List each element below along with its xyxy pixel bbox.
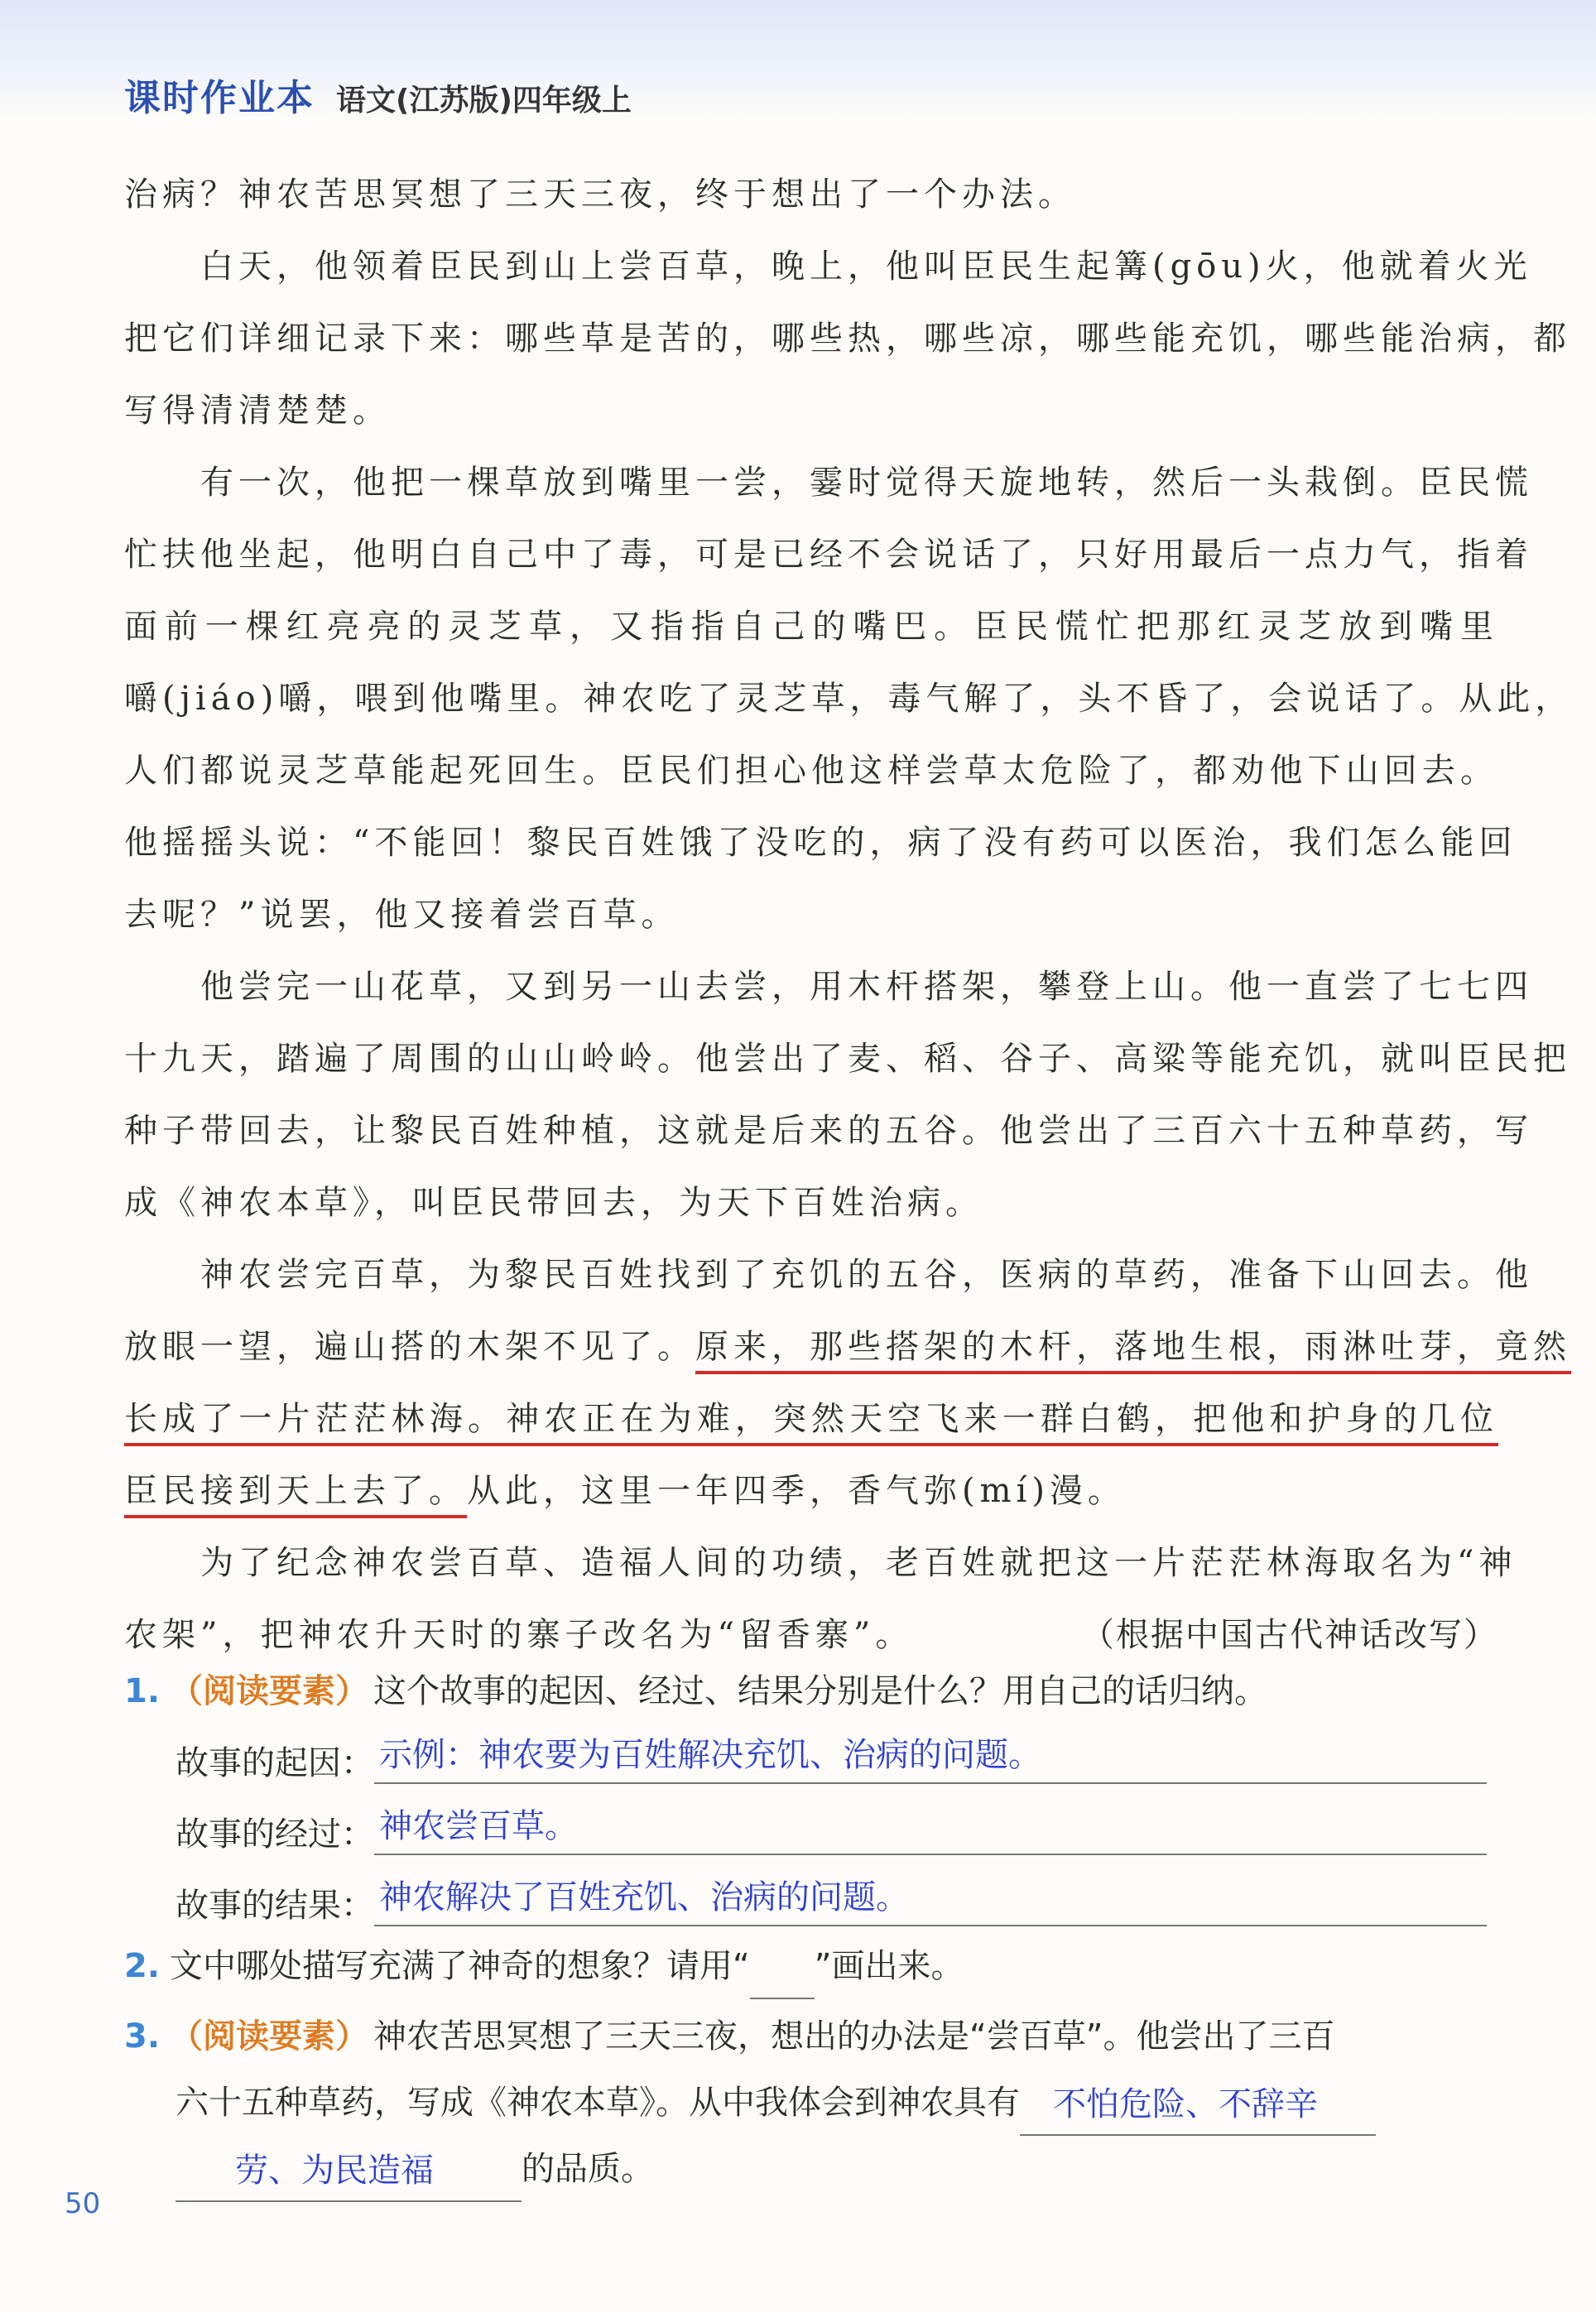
question-number: 2. (124, 1947, 161, 1985)
answer-label: 故事的起因： (175, 1744, 374, 1782)
underline-sample (750, 1958, 815, 1999)
question-number: 3. (124, 2017, 161, 2056)
question-number: 1. (124, 1672, 161, 1710)
question-text: ”画出来。 (814, 1947, 964, 1985)
source-note: （根据中国古代神话改写） (1081, 1616, 1498, 1654)
book-subtitle: 语文(江苏版)四年级上 (336, 84, 632, 118)
passage-line: 写得清清楚楚。 (124, 392, 391, 430)
passage-text: 放眼一望，遍山搭的木架不见了。 (124, 1328, 695, 1366)
answer-field-quality-1[interactable]: 不怕危险、不辞辛 (1020, 2083, 1376, 2136)
passage-line: 白天，他领着臣民到山上尝百草，晚上，他叫臣民生起篝(gōu)火，他就着火光 (200, 248, 1532, 286)
passage-line: 嚼(jiáo)嚼，喂到他嘴里。神农吃了灵芝草，毒气解了，头不昏了，会说话了。从此， (124, 680, 1574, 718)
answer-label: 故事的经过： (175, 1815, 374, 1854)
question-text: 六十五种草药，写成《神农本草》。从中我体会到神农具有 (175, 2084, 1020, 2122)
passage-line: 成《神农本草》，叫臣民带回去，为天下百姓治病。 (124, 1184, 983, 1222)
passage-line: 他尝完一山花草，又到另一山去尝，用木杆搭架，攀登上山。他一直尝了七七四 (200, 968, 1533, 1006)
question-3 (124, 2003, 1498, 2070)
underlined-imaginative-text: 长成了一片茫茫林海。神农正在为难，突然天空飞来一群白鹤，把他和护身的几位 (124, 1400, 1498, 1446)
question-text: 这个故事的起因、经过、结果分别是什么？用自己的话归纳。 (373, 1672, 1268, 1710)
question-tag: （阅读要素） (170, 2017, 369, 2056)
passage-line: 他摇摇头说：“不能回！黎民百姓饿了没吃的，病了没有药可以医治，我们怎么能回 (124, 824, 1517, 862)
passage-line: 把它们详细记录下来：哪些草是苦的，哪些热，哪些凉，哪些能充饥，哪些能治病，都 (124, 320, 1571, 358)
question-1 (124, 1658, 1498, 1724)
question-3-line-3 (175, 2136, 1498, 2202)
passage-line (124, 1311, 1571, 1383)
passage-line: 为了纪念神农尝百草、造福人间的功绩，老百姓就把这一片茫茫林海取名为“神 (200, 1544, 1517, 1582)
passage-line: 人们都说灵芝草能起死回生。臣民们担心他这样尝草太危险了，都劝他下山回去。 (124, 752, 1498, 790)
passage-text: 从此，这里一年四季，香气弥(mí)漫。 (467, 1472, 1126, 1510)
passage-line: 治病？神农苦思冥想了三天三夜，终于想出了一个办法。 (124, 176, 1076, 214)
passage-line: 面前一棵红亮亮的灵芝草，又指指自己的嘴巴。臣民慌忙把那红灵芝放到嘴里 (124, 608, 1498, 646)
passage-line: 神农尝完百草，为黎民百姓找到了充饥的五谷，医病的草药，准备下山回去。他 (200, 1256, 1533, 1294)
passage-line: 种子带回去，让黎民百姓种植，这就是后来的五谷。他尝出了三百六十五种草药，写 (124, 1112, 1533, 1150)
passage (124, 159, 1574, 1671)
passage-line: 有一次，他把一棵草放到嘴里一尝，霎时觉得天旋地转，然后一头栽倒。臣民慌 (200, 464, 1533, 502)
passage-line: 忙扶他坐起，他明白自己中了毒，可是已经不会说话了，只好用最后一点力气，指着 (124, 536, 1533, 574)
question-2 (124, 1933, 1498, 1999)
question-text: 的品质。 (522, 2150, 654, 2188)
underlined-imaginative-text: 原来，那些搭架的木杆，落地生根，雨淋吐芽，竟然 (695, 1328, 1571, 1374)
underlined-imaginative-text: 臣民接到天上去了。 (124, 1472, 467, 1518)
passage-line: 十九天，踏遍了周围的山山岭岭。他尝出了麦、稻、谷子、高粱等能充饥，就叫臣民把 (124, 1040, 1571, 1078)
answer-field-result[interactable]: 神农解决了百姓充饥、治病的问题。 (374, 1873, 1487, 1926)
question-tag: （阅读要素） (170, 1672, 369, 1710)
answer-label: 故事的结果： (175, 1887, 374, 1925)
passage-line: 去呢？”说罢，他又接着尝百草。 (124, 896, 680, 934)
question-text: 神农苦思冥想了三天三夜，想出的办法是“尝百草”。他尝出了三百 (373, 2017, 1335, 2056)
answer-row-cause (175, 1726, 1487, 1784)
passage-line (124, 1455, 1498, 1527)
answer-row-result (175, 1868, 1487, 1926)
question-3-line-2 (175, 2070, 1498, 2136)
answer-row-process (175, 1797, 1487, 1855)
question-text: 文中哪处描写充满了神奇的想象？请用“ (170, 1947, 750, 1985)
passage-line (124, 1383, 1498, 1455)
answer-field-cause[interactable]: 示例：神农要为百姓解决充饥、治病的问题。 (374, 1731, 1487, 1784)
passage-text: 农架”，把神农升天时的寨子改名为“留香寨”。 (124, 1616, 914, 1654)
answer-field-quality-2[interactable]: 劳、为民造福 (175, 2149, 522, 2202)
book-brand: 课时作业本 (124, 77, 315, 119)
answer-field-process[interactable]: 神农尝百草。 (374, 1802, 1487, 1855)
page-header (124, 68, 632, 121)
page-number: 50 (65, 2187, 101, 2220)
